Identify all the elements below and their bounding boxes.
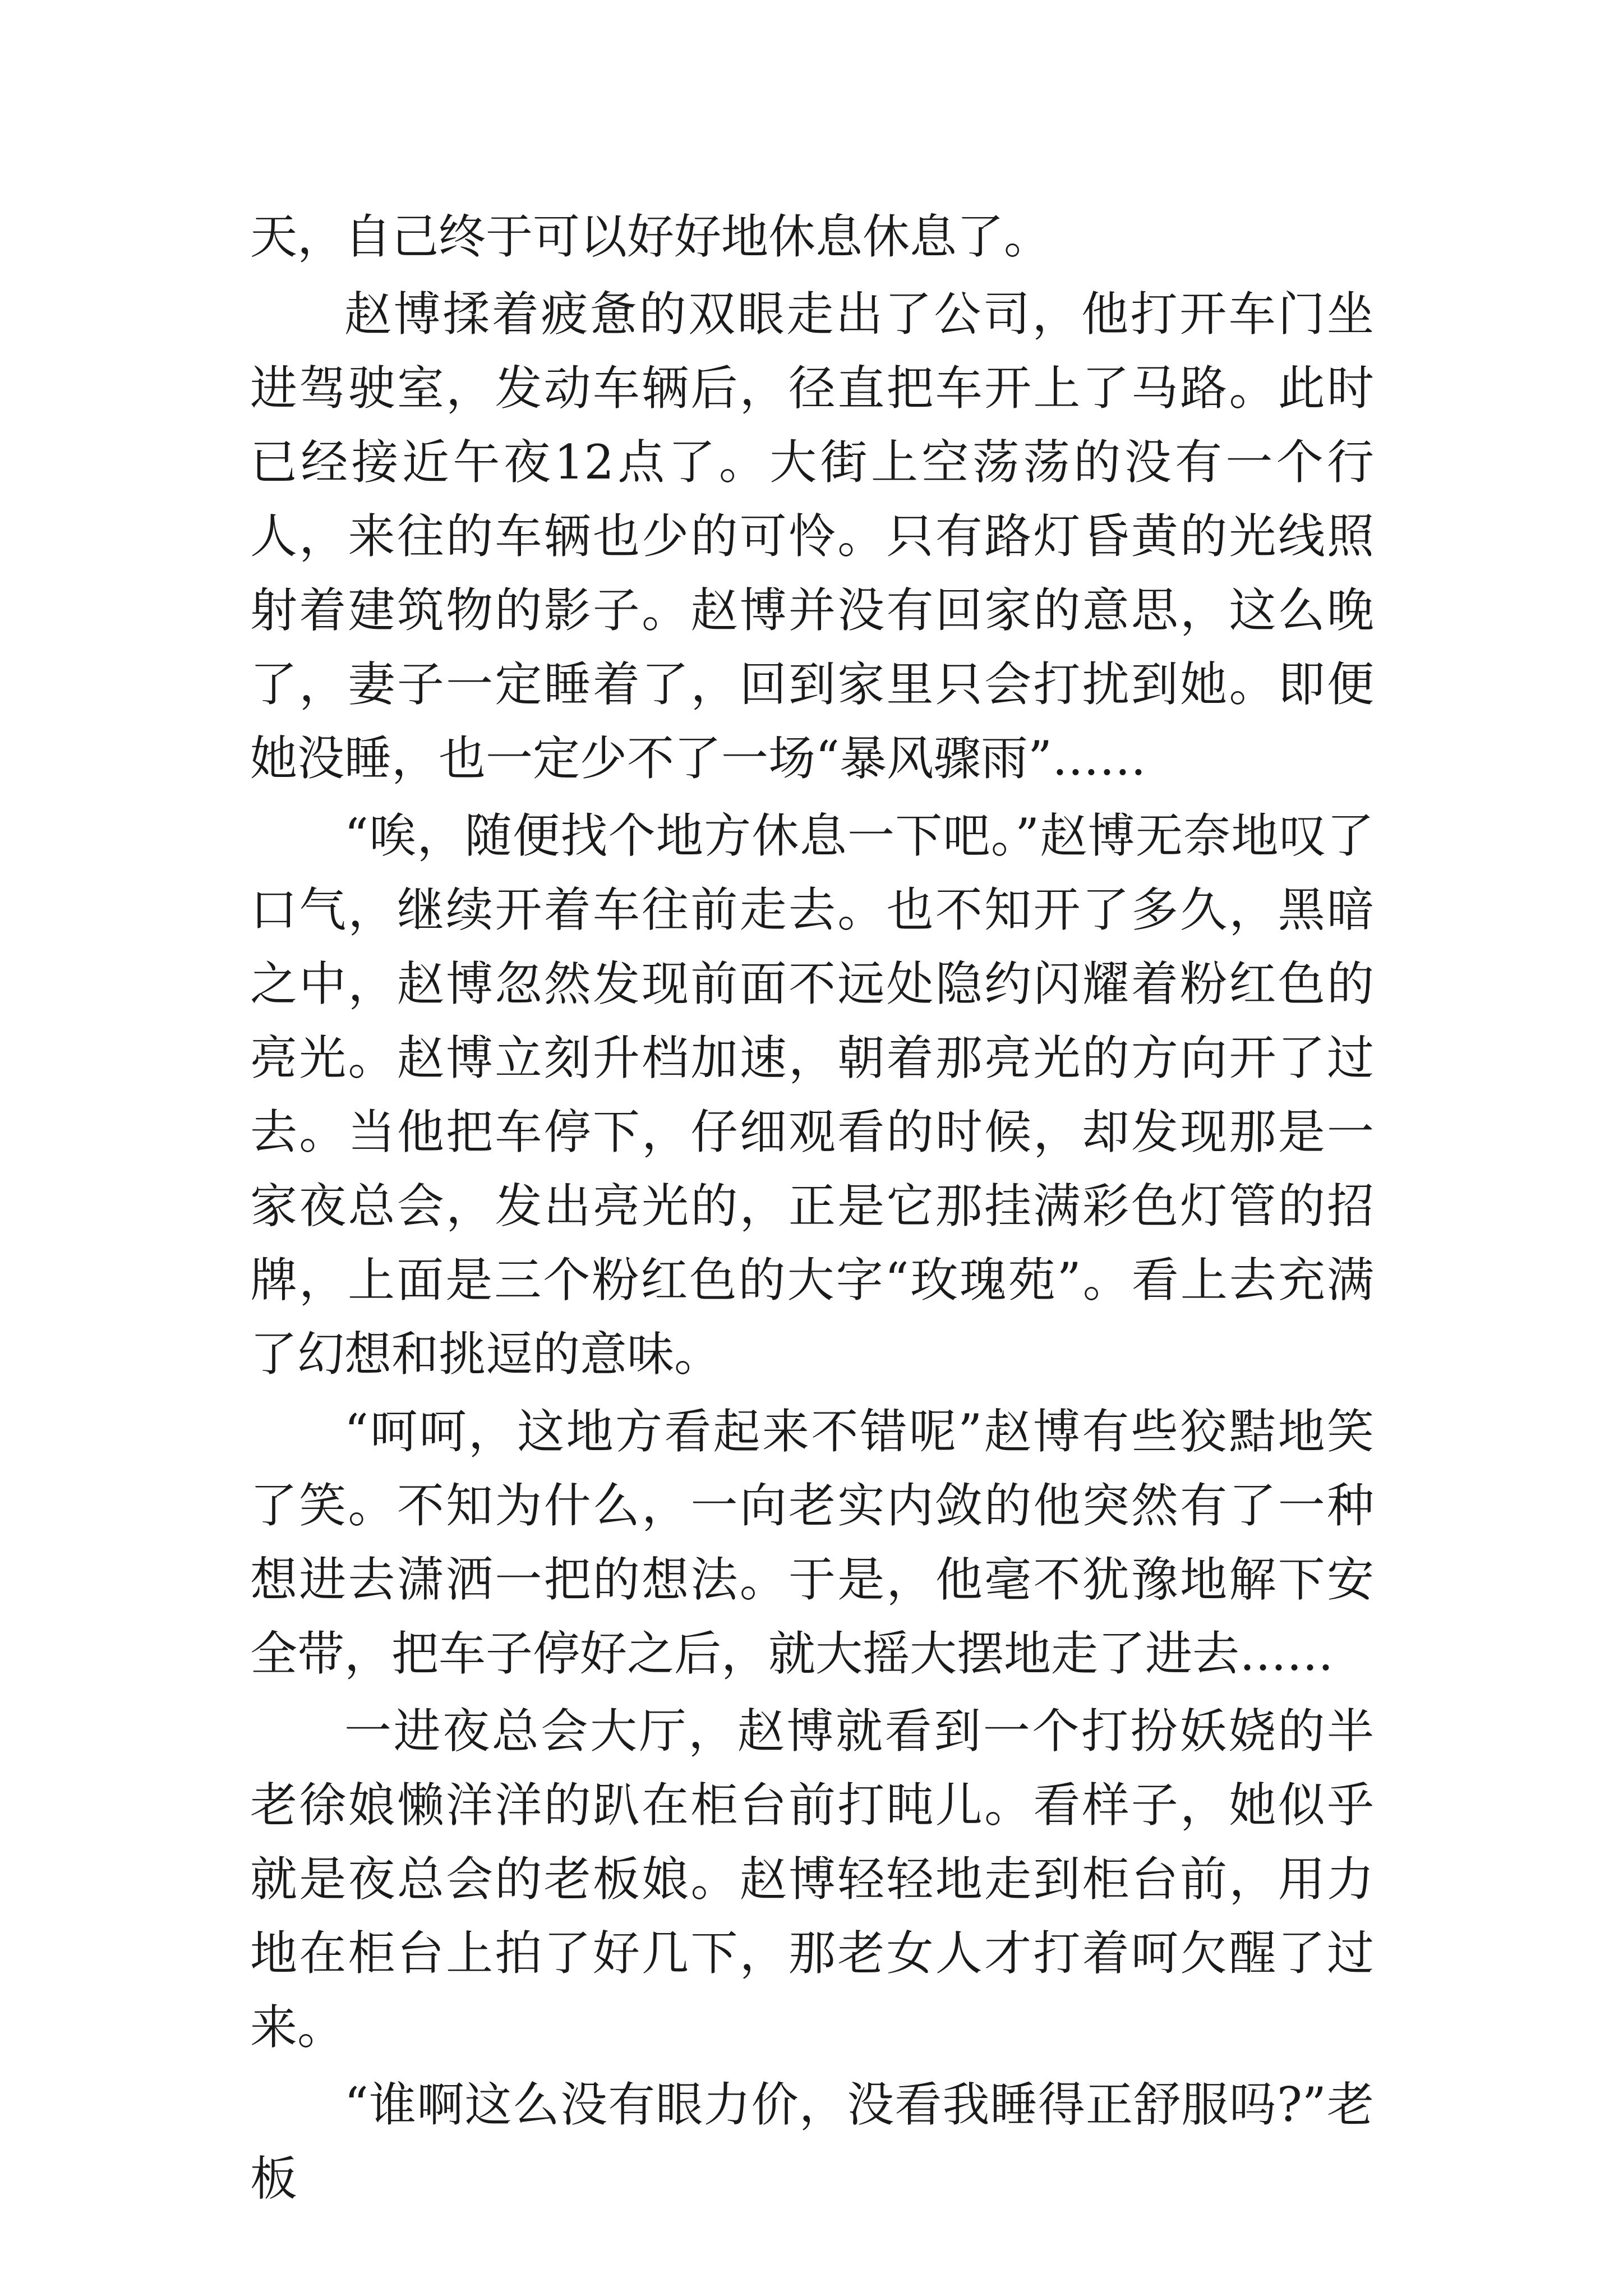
paragraph-2: 赵博揉着疲惫的双眼走出了公司，他打开车门坐进驾驶室，发动车辆后，径直把车开上了马路。此时已经接近午夜12点了。大街上空荡荡的没有一个行人，来往的车辆也少的可怜。只有路灯昏黄的光线照射着建筑物的影子。赵博并没有回家的意思，这么晚了，妻子一定睡着了，回到家里只会打扰到她。即便她没睡，也一定少不了一场“暴风骤雨”…… [250,287,1374,786]
paragraph-1: 天，自己终于可以好好地休息休息了。 [250,209,1052,264]
paragraph-5: 一进夜总会大厅，赵博就看到一个打扮妖娆的半老徐娘懒洋洋的趴在柜台前打盹儿。看样子，她似乎就是夜总会的老板娘。赵博轻轻地走到柜台前，用力地在柜台上拍了好几下，那老女人才打着呵欠醒了过来。 [250,1704,1374,2055]
paragraph-6: “谁啊这么没有眼力价，没看我睡得正舒服吗?”老板 [250,2077,1374,2206]
body-text [250,200,1374,2219]
paragraph-4: “呵呵，这地方看起来不错呢”赵博有些狡黠地笑了笑。不知为什么，一向老实内敛的他突然有了一种想进去潇洒一把的想法。于是，他毫不犹豫地解下安全带，把车子停好之后，就大摇大摆地走了进去…… [250,1404,1374,1681]
paragraph-3: “唉，随便找个地方休息一下吧。”赵博无奈地叹了口气，继续开着车往前走去。也不知开了多久，黑暗之中，赵博忽然发现前面不远处隐约闪耀着粉红色的亮光。赵博立刻升档加速，朝着那亮光的方向开了过去。当他把车停下，仔细观看的时候，却发现那是一家夜总会，发出亮光的，正是它那挂满彩色灯管的招牌，上面是三个粉红色的大字“玫瑰苑”。看上去充满了幻想和挑逗的意味。 [250,808,1374,1382]
